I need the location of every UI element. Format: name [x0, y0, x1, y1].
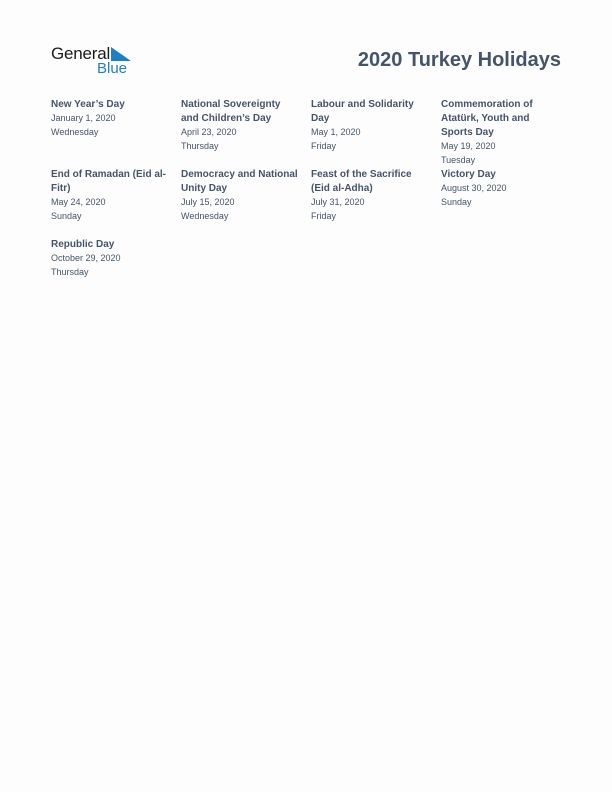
- holiday-name: New Year’s Day: [51, 99, 125, 110]
- holiday-name: Democracy and National Unity Day: [181, 169, 298, 194]
- holiday-date: May 24, 2020: [51, 197, 106, 207]
- holiday-name: Feast of the Sacrifice (Eid al-Adha): [311, 169, 412, 194]
- holiday-name: National Sovereignty and Children’s Day: [181, 99, 281, 124]
- holiday-name: Labour and Solidarity Day: [311, 99, 414, 124]
- holiday-item: [51, 238, 171, 279]
- holiday-date: April 23, 2020: [181, 127, 237, 137]
- holiday-weekday: Wednesday: [181, 210, 229, 221]
- holiday-date: July 15, 2020: [181, 197, 235, 207]
- holiday-item: [181, 168, 301, 223]
- holiday-date: October 29, 2020: [51, 253, 121, 263]
- holiday-weekday: Sunday: [441, 196, 472, 207]
- holiday-date: January 1, 2020: [51, 113, 116, 123]
- holiday-date: May 1, 2020: [311, 127, 361, 137]
- holiday-item: [51, 168, 171, 223]
- holiday-date: May 19, 2020: [441, 141, 496, 151]
- holiday-item: [181, 98, 301, 153]
- logo-word-blue: Blue: [97, 60, 128, 77]
- holiday-name: Republic Day: [51, 239, 115, 250]
- holiday-item: [441, 98, 561, 167]
- holiday-weekday: Friday: [311, 140, 337, 151]
- holiday-name: Commemoration of Atatürk, Youth and Sports Day: [441, 99, 533, 138]
- logo-word-general: General: [51, 44, 111, 63]
- holiday-weekday: Wednesday: [51, 126, 99, 137]
- holiday-item: [441, 168, 561, 209]
- logo-triangle-icon: [111, 47, 131, 61]
- page-title: 2020 Turkey Holidays: [357, 49, 561, 71]
- holiday-item: [311, 98, 431, 153]
- holiday-item: [311, 168, 431, 223]
- generalblue-logo: [51, 44, 141, 78]
- holiday-weekday: Tuesday: [441, 154, 476, 165]
- holiday-date: July 31, 2020: [311, 197, 365, 207]
- holiday-weekday: Thursday: [181, 140, 219, 151]
- holiday-date: August 30, 2020: [441, 183, 507, 193]
- holiday-name: End of Ramadan (Eid al-Fitr): [51, 169, 167, 194]
- holiday-item: [51, 98, 171, 139]
- holiday-weekday: Sunday: [51, 210, 82, 221]
- holiday-weekday: Friday: [311, 210, 337, 221]
- holiday-name: Victory Day: [441, 169, 496, 180]
- holiday-weekday: Thursday: [51, 266, 89, 277]
